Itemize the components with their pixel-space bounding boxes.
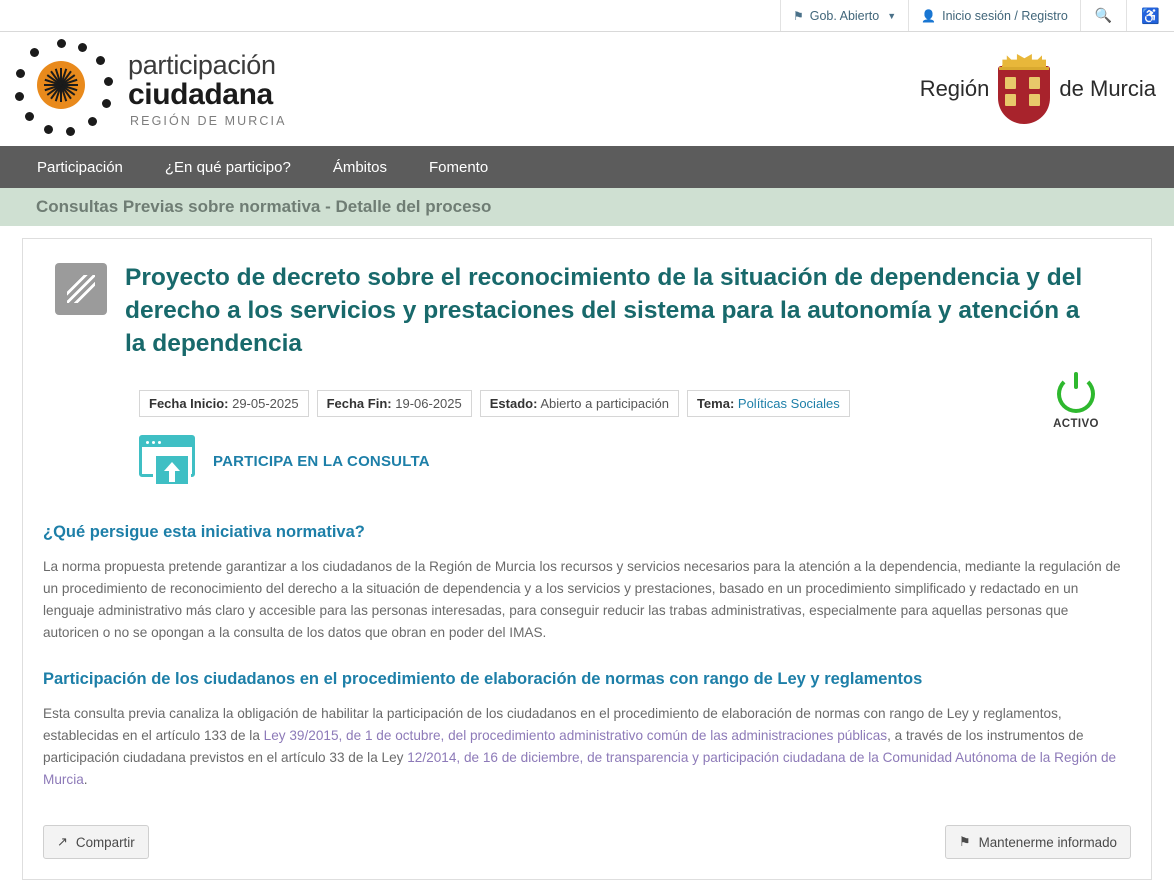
accessibility-icon: ♿ [1141, 7, 1160, 25]
meta-label: Fecha Fin: [326, 396, 392, 412]
text-run: Esta consulta previa canaliza la obligación de habilitar la participación de los ciudadanos en el procedimiento de elaboración de normas con rango de Ley y reglamentos, establecidas en el artículo 133 de la [43, 706, 1062, 744]
participate-link[interactable] [139, 433, 1131, 489]
site-header [0, 32, 1174, 146]
brand-logo-link[interactable] [14, 39, 287, 139]
process-detail-card [22, 238, 1152, 880]
text-run: , a través de los instrumentos de participación ciudadana previstos en el artículo 33 de la Ley [43, 728, 1084, 766]
card-actions [43, 825, 1131, 859]
section-objetivo [43, 523, 1131, 644]
topbar-item-login-register[interactable] [908, 0, 1080, 31]
share-button[interactable] [43, 825, 149, 859]
brand-line-2: ciudadana [128, 78, 273, 112]
section-participacion [43, 670, 1131, 791]
brand-line-3: REGIÓN DE MURCIA [130, 114, 287, 129]
meta-chip-fecha-fin [317, 390, 472, 417]
process-title: Proyecto de decreto sobre el reconocimiento de la situación de dependencia y del derecho a los servicios y prestaciones del sistema para la autonomía y atención a la dependencia [125, 264, 1083, 358]
topbar-item-label: Inicio sesión / Registro [942, 8, 1068, 23]
main-navigation [0, 146, 1174, 188]
section-heading: Participación de los ciudadanos en el procedimiento de elaboración de normas con rango de Ley y reglamentos [43, 670, 923, 689]
meta-value: 29-05-2025 [232, 396, 299, 412]
section-paragraph [43, 556, 1121, 644]
keep-me-informed-button[interactable] [945, 825, 1131, 859]
law-link-39-2015[interactable]: Ley 39/2015, de 1 de octubre, del procedimiento administrativo común de las administraciones públicas [263, 728, 888, 744]
nav-item-ambitos[interactable]: Ámbitos [332, 158, 387, 176]
search-icon: 🔍 [1094, 7, 1113, 23]
meta-chip-tema [687, 390, 850, 417]
flag-icon: ⚑ [792, 8, 804, 23]
participate-label: PARTICIPA EN LA CONSULTA [213, 452, 430, 470]
share-icon: ↗ [57, 834, 68, 850]
nav-item-participacion[interactable]: Participación [37, 158, 123, 176]
meta-label: Tema: [696, 396, 735, 412]
participate-upload-icon [139, 433, 201, 489]
text-run: . [83, 772, 88, 788]
status-badge-label: ACTIVO [1053, 418, 1099, 430]
text-run: La norma propuesta pretende garantizar a los ciudadanos de la Región de Murcia los recursos y servicios necesarios para la atención a la dependencia, mediante la regulación de un procedimiento de reconocimiento del derecho a la situación de dependencia y a los servicios y prestaciones, basado en un procedimiento simplificado y redactado en un lenguaje administrativo más claro y accesible para las personas interesadas, para conseguir reducir las trabas administrativas, especialmente para aquellas personas que autoricen o no se opongan a la consulta de los datos que obran en poder del IMAS. [43, 559, 1121, 641]
share-button-label: Compartir [75, 834, 135, 850]
meta-value: 19-06-2025 [395, 396, 462, 412]
law-link-12-2014[interactable]: 12/2014, de 16 de diciembre, de transparencia y participación ciudadana de la Comunidad Autónoma de la Región de Murcia [43, 750, 1117, 788]
meta-chip-estado [480, 390, 679, 417]
utility-bar [0, 0, 1174, 32]
search-button[interactable] [1080, 0, 1126, 31]
meta-value: Abierto a participación [540, 396, 669, 412]
accessibility-button[interactable] [1126, 0, 1174, 31]
keep-me-informed-label: Mantenerme informado [978, 834, 1117, 850]
nav-item-en-que-participo[interactable]: ¿En qué participo? [164, 158, 291, 176]
power-icon [1057, 375, 1095, 413]
page-title: Consultas Previas sobre normativa - Detalle del proceso [0, 188, 1174, 226]
region-word-right: de Murcia [1059, 76, 1156, 101]
murcia-coat-of-arms-icon [998, 54, 1050, 124]
topbar-item-gob-abierto[interactable] [780, 0, 908, 31]
nav-item-fomento[interactable]: Fomento [429, 158, 489, 176]
meta-label: Estado: [489, 396, 538, 412]
flag-icon: ⚑ [958, 834, 971, 850]
section-paragraph [43, 703, 1121, 791]
meta-label: Fecha Inicio: [149, 396, 229, 412]
meta-value-link[interactable]: Políticas Sociales [737, 396, 840, 412]
region-logo[interactable] [920, 54, 1156, 124]
topbar-item-label: Gob. Abierto [809, 8, 880, 23]
sunburst-logo-icon [14, 39, 118, 139]
status-badge [1039, 375, 1113, 430]
section-heading: ¿Qué persigue esta iniciativa normativa? [43, 523, 365, 542]
region-word-left: Región [919, 76, 990, 101]
chevron-down-icon: ▼ [887, 10, 897, 21]
process-meta [139, 390, 1131, 417]
brand-line-1: participación [128, 50, 276, 81]
meta-chip-fecha-inicio [139, 390, 309, 417]
user-icon: 👤 [921, 8, 937, 23]
document-icon [55, 263, 107, 315]
